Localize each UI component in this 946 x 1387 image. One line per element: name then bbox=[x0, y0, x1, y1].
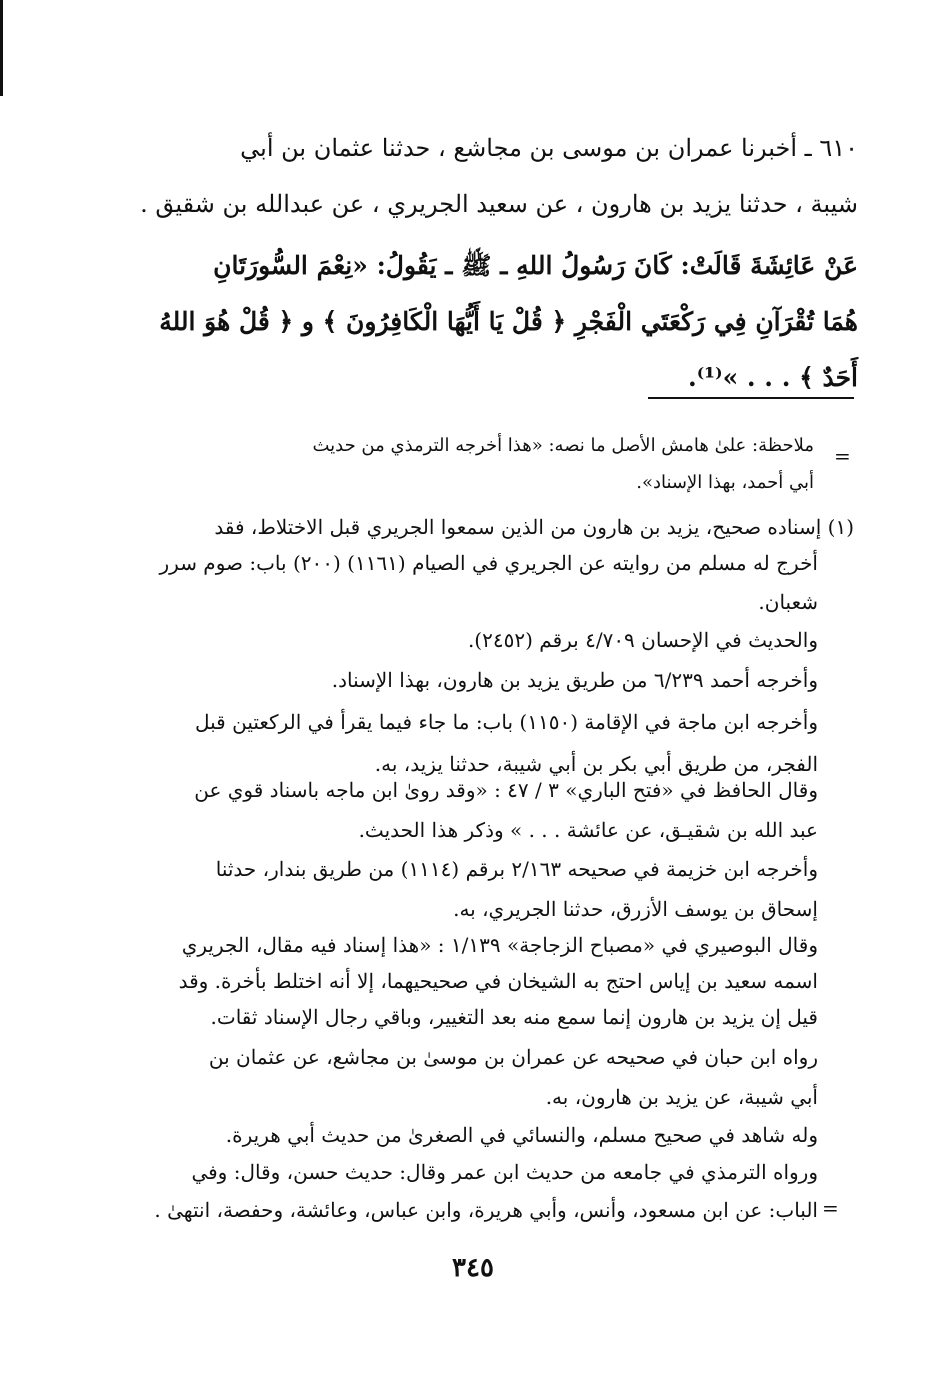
hadith-line-1: عَنْ عَائِشَةَ قَالَتْ: كَانَ رَسُولُ اللهِ ـ ﷺ ـ يَقُولُ: «نِعْمَ السُّورَتَانِ bbox=[213, 251, 858, 280]
footnote-line-2: أخرج له مسلم من روايته عن الجريري في الصيام (١١٦١) (٢٠٠) باب: صوم سرر bbox=[159, 551, 818, 575]
page-number: ٣٤٥ bbox=[452, 1253, 494, 1283]
footnote-line-5: وأخرجه أحمد ٦/٢٣٩ من طريق يزيد بن هارون، بهذا الإسناد. bbox=[331, 668, 818, 692]
footnote-line-4: والحديث في الإحسان ٤/٧٠٩ برقم (٢٤٥٢). bbox=[467, 628, 818, 652]
main-text-line-2: شيبة ، حدثنا يزيد بن هارون ، عن سعيد الجريري ، عن عبدالله بن شقيق . bbox=[140, 190, 858, 218]
footnote-line-19: الباب: عن ابن مسعود، وأنس، وأبي هريرة، وابن عباس، وعائشة، وحفصة، انتهىٰ . bbox=[154, 1198, 818, 1222]
continuation-note-line-1: ملاحظة: علىٰ هامش الأصل ما نصه: «هذا أخرجه الترمذي من حديث bbox=[312, 435, 814, 456]
footnote-line-18: ورواه الترمذي في جامعه من حديث ابن عمر وقال: حديث حسن، وقال: وفي bbox=[191, 1160, 818, 1184]
footnote-line-3: شعبان. bbox=[758, 590, 818, 614]
footnote-line-6: وأخرجه ابن ماجة في الإقامة (١١٥٠) باب: ما جاء فيما يقرأ في الركعتين قبل bbox=[195, 710, 818, 734]
footnote-line-12: وقال البوصيري في «مصباح الزجاجة» ١/١٣٩ : «هذا إسناد فيه مقال، الجريري bbox=[181, 933, 818, 957]
continuation-note-line-2: أبي أحمد، بهذا الإسناد». bbox=[636, 472, 814, 493]
footnote-line-15: رواه ابن حبان في صحيحه عن عمران بن موسىٰ بن مجاشع، عن عثمان بن bbox=[208, 1045, 818, 1069]
footnote-line-13: اسمه سعيد بن إياس احتج به الشيخان في صحيحيهما، إلا أنه اختلط بأخرة. وقد bbox=[178, 969, 818, 993]
main-text-line-1: ٦١٠ ـ أخبرنا عمران بن موسى بن مجاشع ، حدثنا عثمان بن أبي bbox=[240, 134, 858, 162]
footnote-line-7: الفجر، من طريق أبي بكر بن أبي شيبة، حدثنا يزيد، به. bbox=[374, 752, 818, 776]
hadith-line-2: هُمَا تُقْرَآنِ فِي رَكْعَتَي الْفَجْرِ ﴿ قُلْ يَا أَيُّهَا الْكَافِرُونَ ﴾ و ﴿ قُلْ هُوَ اللهُ bbox=[159, 307, 858, 336]
footnote-line-17: وله شاهد في صحيح مسلم، والنسائي في الصغرىٰ من حديث أبي هريرة. bbox=[225, 1123, 818, 1147]
footnote-separator bbox=[648, 397, 854, 399]
continuation-mark-bottom: = bbox=[822, 1196, 839, 1220]
footnote-line-16: أبي شيبة، عن يزيد بن هارون، به. bbox=[545, 1085, 818, 1109]
continuation-mark-top: = bbox=[834, 444, 851, 468]
hadith-line-3: أَحَدٌ ﴾ . . . »⁽¹⁾. bbox=[688, 363, 858, 392]
footnote-line-14: قيل إن يزيد بن هارون إنما سمع منه بعد التغيير، وباقي رجال الإسناد ثقات. bbox=[210, 1005, 818, 1029]
footnote-line-8: وقال الحافظ في «فتح الباري» ٣ / ٤٧ : «وقد روىٰ ابن ماجه باسناد قوي عن bbox=[194, 778, 818, 802]
binding-edge-line bbox=[0, 0, 3, 96]
footnote-line-10: وأخرجه ابن خزيمة في صحيحه ٢/١٦٣ برقم (١١١٤) من طريق بندار، حدثنا bbox=[215, 857, 818, 881]
footnote-line-9: عبد الله بن شقيـق، عن عائشة . . . » وذكر هذا الحديث. bbox=[358, 818, 818, 842]
footnote-line-11: إسحاق بن يوسف الأزرق، حدثنا الجريري، به. bbox=[453, 897, 818, 921]
footnote-line-1: (١) إسناده صحيح، يزيد بن هارون من الذين سمعوا الجريري قبل الاختلاط، فقد bbox=[214, 515, 854, 539]
